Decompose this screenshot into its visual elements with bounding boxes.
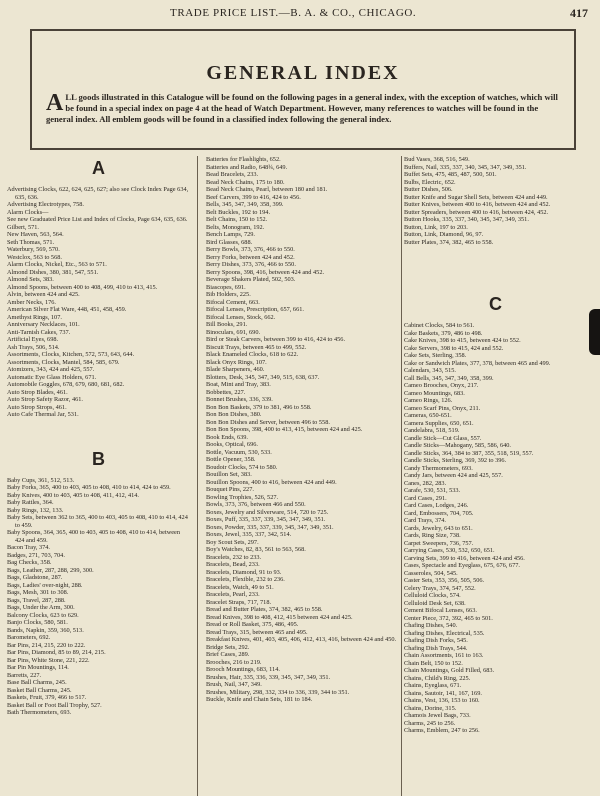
index-entry: Berry Dishes, 373, 376, 466 to 550. [206,261,296,268]
index-entry: Bouillon Set, 383. [206,471,252,478]
index-entry: Atomizers, 343, 424 and 425, 557. [7,366,95,373]
index-entry: Boy's Watches, 82, 83, 561 to 563, 568. [206,546,306,553]
index-entry: Chains, Child's Ring, 225. [404,674,471,682]
index-entry: Berry Forks, between 424 and 452. [206,253,295,261]
index-entry: Artificial Eyes, 698. [7,336,59,343]
index-column-2 [206,156,402,704]
index-entry: Baby Knives, 400 to 403, 405 to 408, 411, 412, 414. [7,491,139,499]
index-entry: Binoculars, 691, 690. [206,328,261,336]
index-entry: Chains, Sautoir, 141, 167, 169. [404,689,482,697]
index-entry: Black Enameled Clocks, 618 to 622. [206,351,299,358]
intro-paragraph [46,92,560,125]
index-entry: Card Trays, 374. [404,517,446,524]
index-entry: Breakfast Knives, 401, 403, 405, 406, 412, 413, 416, between 424 and 450. [206,636,397,643]
index-entry: Candle Sticks, 364, 384 to 387, 355, 518, 519, 557. [404,449,534,457]
section-letter: A [92,158,105,178]
index-entry: Bracelets, Pearl, 233. [206,591,260,598]
index-entry: Button Hooks, 335, 337, 340, 345, 347, 349, 351. [404,216,529,223]
index-entry: Bar Pins, White Stone, 221, 222. [7,656,90,664]
index-entry: Almond Dishes, 380, 381, 547, 551. [7,268,99,276]
index-entry: Chamois Jewel Bags, 733. [404,712,471,719]
index-entry: Center Piece, 372, 392, 465 to 501. [404,614,493,622]
index-entry: Brushes, Hair, 335, 336, 339, 345, 347, 349, 351. [206,673,331,681]
index-entry: Bags, Leather, 287, 288, 299, 300. [7,566,94,574]
index-entry: Berry Spoons, 398, 416, between 424 and 452. [206,268,325,276]
index-entry: Buckle, Knife and Chain Sets, 181 to 184. [206,696,313,703]
index-entry: Bead Neck Chains, Pearl, between 180 and 181. [206,186,328,193]
index-entry: Ash Trays, 506, 514. [7,343,60,351]
index-entry: American Silver Flat Ware, 448, 451, 458, 459. [7,306,127,313]
index-entry: Canes, 282, 283. [404,479,447,487]
index-entry: Chafing Dish Forks, 545. [404,637,468,644]
index-entry: Boxes, Puff, 335, 337, 339, 345, 347, 349, 351. [206,516,326,523]
index-entry: Chafing Dish Trays, 544. [404,644,468,652]
index-entry: Bags, Under the Arm, 300. [7,604,75,611]
index-entry: Cake Sets, Sterling, 358. [404,352,467,359]
index-entry: Baby Forks, 365, 400 to 403, 405 to 408, 410 to 414, 424 to 459. [7,484,171,491]
index-entry: Gilbert, 571. [7,223,40,231]
index-entry: Barretts, 227. [7,671,42,679]
index-entry: Seth Thomas, 571. [7,238,55,246]
index-entry: Camera Supplies, 650, 651. [404,419,474,427]
index-entry: Card Cases, Lodges, 246. [404,502,469,509]
index-entry: Cameo Rings, 126. [404,397,453,404]
index-entry: Baskets, Fruit, 379, 466 to 517. [7,694,87,701]
index-entry: Automobile Goggles, 678, 679, 680, 681, 682. [7,381,125,388]
index-entry: Charms, Emblem, 247 to 256. [404,727,480,734]
index-entry: Cases, Spectacle and Eyeglass, 675, 676, 677. [404,562,520,569]
index-entry: Anniversary Necklaces, 101. [7,321,80,328]
index-entry: Bifocal Lenses, Stock, 662. [206,313,276,321]
index-entry: Badges, 271, 703, 704. [7,551,65,559]
index-entry: Celluloid Desk Set, 638. [404,599,466,607]
index-entry: Waterbury, 569, 570. [7,246,60,253]
index-entry: Bib Holders, 225. [206,291,251,298]
index-entry: Boxes, Jewel, 335, 337, 342, 514. [206,531,292,538]
index-entry: Boxes, Jewelry and Silverware, 514, 720 to 725. [206,508,329,516]
index-entry: Brooch Mountings, 683, 114. [206,666,280,673]
index-entry: Auto Strop Safety Razor, 461. [7,396,83,403]
index-entry: Bon Bon Spoons, 398, 400 to 413, 415, between 424 and 425. [206,426,363,433]
index-entry: Blade Sharpeners, 460. [206,366,265,373]
index-entry: Bead Bracelets, 233. [206,171,259,178]
index-entry: Bar Pin Mountings, 114. [7,664,69,671]
index-entry: Carving Sets, 399 to 416, between 424 and 456. [404,554,525,562]
index-entry: Bracelets, Watch, 49 to 51. [206,583,274,591]
index-entry: Call Bells, 345, 347, 349, 358, 399. [404,374,494,382]
index-entry: Belt Buckles, 192 to 194. [206,208,271,216]
index-entry: Butter Dishes, 506. [404,186,453,193]
index-entry: Bouillon Spoons, 400 to 416, between 424 and 449. [206,478,337,486]
index-entry: Bags, Gladstone, 287. [7,574,63,581]
index-entry: Chafing Dishes, 540. [404,622,458,629]
index-entry: Chains, Dorine, 315. [404,704,457,712]
index-entry: Auto Cafe Thermal Jar, 531. [7,411,79,418]
index-entry: Carafe, 530, 531, 533. [404,487,461,494]
index-entry: Bread and Butter Plates, 374, 382, 465 to 558. [206,606,323,613]
index-entry: Calendars, 343, 515. [404,367,456,374]
index-entry: Bracelets, Bead, 233. [206,561,260,568]
index-entry: Bread Trays, 315, between 465 and 495. [206,628,308,636]
index-entry: Card Cases, 291. [404,494,447,502]
index-entry: Bar Pins, 214, 215, 220 to 222. [7,641,86,649]
index-entry: Chains, Eyeglass, 671. [404,682,462,689]
index-entry: Barometers, 692. [7,634,51,641]
index-entry: Buffet Sets, 475, 485, 487, 500, 501. [404,171,497,178]
index-entry: Casseroles, 504, 545. [404,569,458,577]
index-column-1 [7,156,190,717]
index-entry: Base Ball Charms, 245. [7,679,67,686]
index-entry: Bracelets, Diamond, 91 to 93. [206,568,282,576]
index-entry: Baby Rattles, 364. [7,499,54,506]
index-entry: Cement Bifocal Lenses, 663. [404,607,477,614]
index-entry: New Haven, 563, 564. [7,231,64,238]
index-entry: Brushes, Military, 298, 332, 334 to 336, 339, 344 to 351. [206,688,350,696]
index-entry: Alvin, between 424 and 425. [7,291,80,298]
index-entry: Auto Strop Strops, 461. [7,403,67,411]
index-entry: Bon Bon Baskets, 379 to 381, 496 to 558. [206,403,312,411]
index-entry: Baby Spoons, 364, 365, 400 to 403, 405 to 408, 410 to 414, between 424 and 459. [7,529,180,544]
index-entry: Biscuit Trays, between 465 to 499, 552. [206,343,307,351]
index-entry: Card, Embossers, 704, 705. [404,509,474,517]
index-entry: Belt Chains, 150 to 152. [206,216,268,223]
index-entry: Butter Plates, 374, 382, 465 to 558. [404,238,494,246]
index-entry: Button, Link, Diamond, 96, 97. [404,231,484,238]
title-box [30,29,576,150]
index-entry: Brush, Nail, 347, 349. [206,681,262,688]
index-entry: Candy Jars, between 424 and 425, 557. [404,472,503,479]
index-entry: Bon Bon Dishes, 380. [206,411,262,418]
page-edge-mark [589,309,600,355]
index-entry: Buffers, Nail, 335, 337, 340, 345, 347, 349, 351. [404,163,527,171]
index-entry: Celery Trays, 374, 547, 552. [404,584,476,592]
index-entry: Caster Sets, 353, 356, 505, 506. [404,577,485,584]
index-entry: Butter Spreaders, between 400 to 416, between 424, 452. [404,208,549,216]
index-entry: Charms, 245 to 256. [404,719,456,727]
index-entry: Bud Vases, 368, 516, 549. [404,156,470,163]
index-entry: Carrying Cases, 530, 532, 650, 651. [404,547,495,554]
index-entry: Chain Assortments, 161 to 163. [404,652,484,659]
index-entry: Beef Carvers, 399 to 416, 424 to 456. [206,193,301,201]
index-entry: Bill Books, 291. [206,321,248,328]
index-entry: Cameo Scarf Pins, Onyx, 211. [404,404,481,412]
index-entry: Butter Knives, between 400 to 416, between 424 and 452. [404,201,551,208]
column-rule [197,156,198,796]
index-entry: Book Ends, 639. [206,433,248,441]
index-entry: Bells, 345, 347, 349, 358, 399. [206,201,284,208]
index-entry: Biascopes, 691. [206,283,246,291]
index-entry: Bread Knives, 398 to 408, 412, 415 between 424 and 425. [206,613,353,621]
index-entry: Cards, Ring Size, 738. [404,532,461,539]
index-entry: Baby Rings, 132, 133. [7,506,64,514]
index-entry: Bread or Roll Basket, 375, 486, 495. [206,621,299,628]
index-entry: Bird or Steak Carvers, between 399 to 416, 424 to 456. [206,336,346,343]
index-entry: Celluloid Clocks, 574. [404,592,461,599]
index-entry: Bowling Trophies, 526, 527. [206,493,279,501]
index-entry: Amber Necks, 176. [7,298,56,306]
section-letter: B [92,448,105,469]
index-entry: Bridge Sets, 292. [206,643,250,651]
index-entry: Butter Knife and Sugar Shell Sets, between 424 and 449. [404,193,548,201]
index-entry: Assortments, Clocks, Mantel, 584, 585, 679. [7,358,120,366]
index-entry: Chains, Vest, 136, 153 to 160. [404,697,480,704]
index-entry: Brief Cases, 289. [206,651,250,658]
index-entry: Automatic Eye Glass Holders, 671. [7,373,97,381]
index-entry: Balcony Clocks, 623 to 629. [7,611,79,619]
index-entry: Bird Glasses, 688. [206,238,253,246]
index-entry: Chain Belt, 150 to 152. [404,659,463,667]
index-entry: Cameras, 650-651. [404,412,452,419]
index-entry: Boudoir Clocks, 574 to 580. [206,463,278,471]
index-entry: Bottle Opener, 358. [206,456,256,463]
intro-text: LL goods illustrated in this Catalogue will be found on the following pages in a general index, with the exception of watches, which will be found in a special index on page 4 at the head of Watch Department. However, many references to watches will be found in the general index. All emblem goods will be found in a classified index following the general index. [46,92,558,124]
index-entry: Bowls, 373, 376, between 466 and 550. [206,501,306,508]
index-entry: Alarm Clocks, Nickel, Etc., 563 to 571. [7,261,107,268]
index-entry: Bead Neck Chains, 175 to 180. [206,178,285,186]
index-entry: Advertising Clocks, 622, 624, 625, 627; also see Clock Index Page 634, 635, 636. [7,186,189,201]
running-header [0,7,600,21]
index-entry: Bottle, Vacuum, 530, 533. [206,448,272,456]
index-entry: Boat, Mint and Tray, 383. [206,381,271,388]
index-entry: Basket Ball or Foot Ball Trophy, 527. [7,701,102,709]
index-entry: Cake Servers, 398 to 415, 424 and 552. [404,344,504,352]
section-letter: C [489,294,502,314]
index-entry: Brooches, 216 to 219. [206,658,262,666]
index-entry: Bulbs, Electric, 652. [404,178,456,186]
index-entry: Bracelets, 232 to 233. [206,553,262,561]
index-entry: Batteries for Flashlights, 652. [206,156,281,163]
index-entry: Chafing Dishes, Electrical, 535. [404,629,485,637]
index-entry: Cake Baskets, 379, 486 to 498. [404,329,483,337]
index-entry: Assortments, Clocks, Kitchen, 572, 573, 643, 644. [7,351,135,358]
index-entry: Candle Stick—Cut Glass, 557. [404,434,482,442]
index-entry: Baby Cups, 361, 512, 513. [7,476,75,484]
index-entry: Bracelets, Flexible, 232 to 236. [206,576,285,583]
index-entry: Cameo Mountings, 683. [404,389,465,397]
index-entry: Black Onyx Rings, 107. [206,358,267,366]
index-entry: Bouquet Pins, 227. [206,486,254,493]
index-entry: Candy Thermometers, 693. [404,464,473,472]
index-entry: Cameo Brooches, Onyx, 217. [404,382,479,389]
index-entry: Westclox, 563 to 568. [7,253,62,261]
index-entry: Cabinet Clocks, 584 to 561. [404,322,475,329]
index-entry: Carpet Sweepers, 736, 757. [404,539,474,547]
index-entry: Boxes, Powder, 335, 337, 339, 345, 347, 349, 351. [206,523,334,531]
index-entry: Bags, Mesh, 301 to 308. [7,589,69,596]
index-entry: Advertising Electrotypes, 758. [7,201,84,208]
index-entry: Bar Pins, Diamond, 85 to 89, 214, 215. [7,649,106,656]
page-number: 417 [570,6,588,20]
index-entry: Cake or Sandwich Plates, 377, 378, between 465 and 499. [404,359,551,367]
index-entry: Bag Checks, 358. [7,559,52,566]
index-entry: Candle Sticks, Sterling, 369, 392 to 396. [404,457,507,464]
index-entry: Alarm Clocks— [7,208,49,216]
index-entry: Basket Ball Charms, 245. [7,686,72,694]
index-entry: Beverage Shakers Plated, 502, 503. [206,276,296,283]
index-entry: Bifocal Lenses, Prescription, 657, 661. [206,306,304,313]
index-entry: Auto Strop Blades, 461. [7,388,68,396]
index-entry: Bath Thermometers, 693. [7,709,72,716]
index-entry: Chain Mountings, Gold Filled, 683. [404,667,495,674]
header-title: TRADE PRICE LIST.—B. A. & CO., CHICAGO. [170,7,417,19]
index-entry: Berry Bowls, 373, 376, 466 to 550. [206,246,295,253]
index-entry: Bench Lamps, 729. [206,231,255,238]
index-column-3 [404,156,587,735]
index-entry: See new Graduated Price List and Index of Clocks, Page 634, 635, 636. [7,216,188,223]
index-entry: Button, Link, 197 to 203. [404,223,468,231]
index-entry: Candle Sticks—Mahogany, 585, 586, 640. [404,442,511,449]
index-entry: Batteries and Radio, 648¾, 649. [206,163,288,171]
index-entry: Cake Knives, 398 to 415, between 424 to 552. [404,337,521,344]
index-entry: Amethyst Rings, 107. [7,313,62,321]
index-entry: Bags, Travel, 287, 288. [7,596,66,604]
index-entry: Banjo Clocks, 580, 581. [7,619,68,626]
index-entry: Bags, Ladies' over-night, 288. [7,581,83,589]
page-title: GENERAL INDEX [206,62,400,84]
index-entry: Boy Scout Sets, 297. [206,538,259,546]
index-entry: Bobbettes, 227. [206,388,246,396]
index-entry: Bacon Tray, 374. [7,544,50,551]
index-entry: Candelabra, 518, 519. [404,427,460,434]
index-entry: Almond Sets, 383. [7,276,54,283]
index-entry: Cards, Jewelry, 643 to 651. [404,524,473,532]
index-entry: Belts, Monogram, 192. [206,223,265,231]
index-entry: Blotters, Desk, 345, 347, 349, 515, 638, 637. [206,373,320,381]
index-entry: Bands, Napkin, 359, 360, 513. [7,626,84,634]
drop-cap: A [46,90,64,116]
index-entry: Bracelet Straps, 717, 718. [206,598,272,606]
index-entry: Anti-Tarnish Cakes, 737. [7,328,71,336]
index-entry: Bonnet Brushes, 336, 339. [206,396,273,403]
index-entry: Bon Bon Dishes and Server, between 496 to 558. [206,418,330,426]
index-entry: Baby Sets, between 362 to 365, 400 to 403, 405 to 408, 410 to 414, 424 to 459. [7,514,188,529]
index-entry: Bifocal Cement, 663. [206,298,260,306]
index-entry: Books, Optical, 696. [206,441,258,448]
index-entry: Almond Spoons, between 400 to 408, 499, 410 to 413, 415. [7,283,158,291]
